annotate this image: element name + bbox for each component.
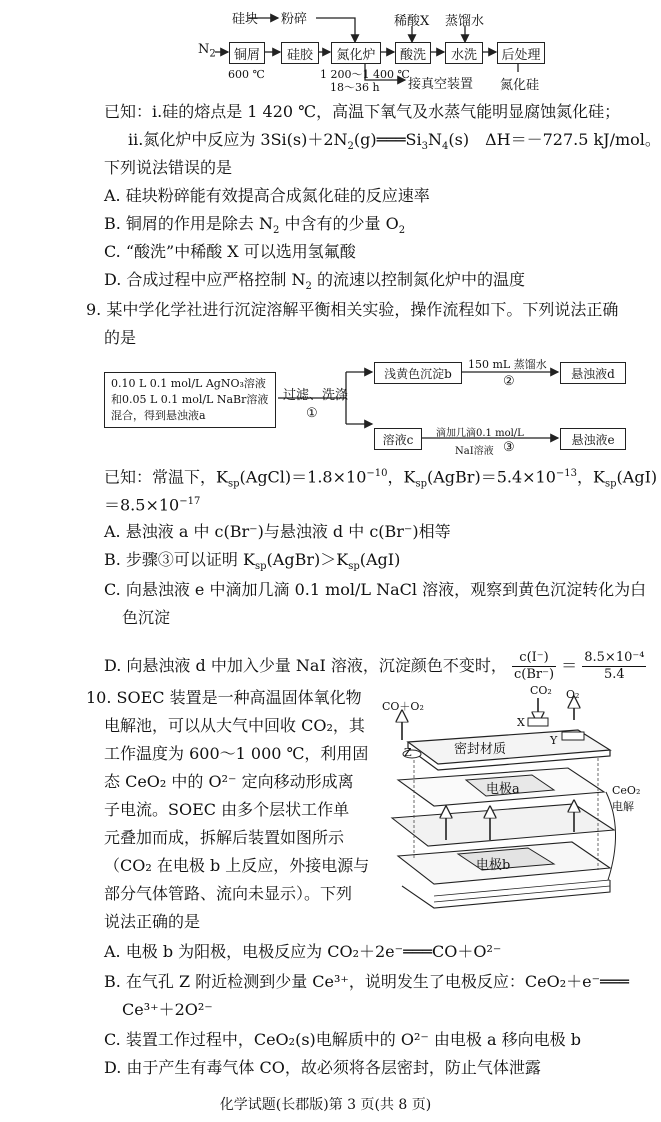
box-copper: 铜屑 — [229, 42, 265, 64]
box-solution-c: 溶液c — [374, 428, 422, 450]
q8-option-c: C. “酸洗”中稀酸 X 可以选用氢氟酸 — [104, 242, 356, 261]
label-step-2: ② — [503, 374, 515, 389]
q10-line-0: 10. SOEC 装置是一种高温固体氧化物 — [86, 688, 362, 707]
fig-label-ceo2: CeO₂ — [612, 784, 641, 797]
q10-line-3: 态 CeO₂ 中的 O²⁻ 定向移动形成离 — [104, 772, 354, 791]
soec-diagram — [378, 680, 640, 920]
q9-stem-2: 的是 — [104, 328, 137, 347]
q10-option-b-2: Ce³⁺＋2O²⁻ — [122, 1000, 213, 1019]
q8-known-2: ⅱ.氮化炉中反应为 $3Si(s)+2N_2(g)═══Si_3N_4(s)$ ΔH＝－727.5 kJ/mol。 — [128, 130, 661, 153]
box-nitriding-furnace: 氮化炉 — [331, 42, 381, 64]
label-add-nai-2: NaI溶液 — [455, 446, 494, 457]
box-silica-gel: 硅胶 — [281, 42, 319, 64]
fig-label-x: X — [517, 716, 525, 729]
label-add-water: 150 mL 蒸馏水 — [468, 358, 547, 371]
fraction-value: $\frac{\text{8.5×10⁻⁴}}{5.4}$ — [584, 650, 645, 682]
label-step-3: ③ — [503, 440, 515, 455]
q10-line-5: 元叠加而成，拆解后装置如图所示 — [104, 828, 345, 847]
q10-line-4: 子电流。SOEC 由多个层状工作单 — [104, 800, 350, 819]
fig-label-o2: O₂ — [566, 688, 580, 701]
q9-option-a: A. 悬浊液 a 中 c(Br⁻)与悬浊液 d 中 c(Br⁻)相等 — [104, 522, 451, 541]
fig-label-z: Z — [404, 746, 412, 759]
q10-option-a: A. 电极 b 为阳极，电极反应为 CO₂＋2e⁻═══CO＋O²⁻ — [104, 942, 502, 961]
label-distilled-water: 蒸馏水 — [445, 14, 485, 29]
fig-label-seal: 密封材质 — [454, 742, 507, 757]
q9-option-c-2: 色沉淀 — [122, 608, 171, 627]
q9-option-d: D. 向悬浊液 d 中加入少量 NaI 溶液，沉淀颜色不变时， $\frac{c(I^-)}{c(Br^-)}$ ＝ $\frac{\text{8.5×10⁻⁴}}{5.4}$ — [104, 650, 645, 682]
q8-known-1: 已知：ⅰ.硅的熔点是 1 420 ℃，高温下氧气及水蒸气能明显腐蚀氮化硅； — [104, 102, 621, 121]
box-post-treatment: 后处理 — [497, 42, 545, 64]
q8-option-a: A. 硅块粉碎能有效提高合成氮化硅的反应速率 — [104, 186, 430, 205]
label-vacuum: 接真空装置 — [408, 77, 474, 92]
q8-option-b: B. 铜屑的作用是除去 $N_2$ 中含有的少量 $O_2$ — [104, 214, 406, 237]
fig-label-electrolyte: 电解 — [612, 800, 634, 813]
q10-option-c: C. 装置工作过程中，CeO₂(s)电解质中的 O²⁻ 由电极 a 移向电极 b — [104, 1030, 581, 1049]
label-filter-wash: 过滤、洗涤 — [283, 388, 349, 403]
label-temp-600: 600 ℃ — [228, 68, 265, 81]
q8-question: 下列说法错误的是 — [104, 158, 233, 177]
fig-label-y: Y — [550, 734, 558, 747]
q10-line-8: 说法正确的是 — [104, 912, 201, 931]
q10-option-d: D. 由于产生有毒气体 CO，故必须将各层密封，防止气体泄露 — [104, 1058, 541, 1077]
fig-label-electrode-b: 电极b — [476, 858, 511, 873]
q9-option-b: B. 步骤③可以证明 $K_{sp}(AgBr)>K_{sp}(AgI)$ — [104, 550, 401, 573]
label-step-1: ① — [306, 406, 318, 421]
box-mixture-a: 0.10 L 0.1 mol/L AgNO₃溶液 和0.05 L 0.1 mol/L NaBr溶液 混合，得到悬浊液a — [104, 372, 276, 428]
label-n2: $N_2$ — [198, 42, 216, 60]
q8-option-d: D. 合成过程中应严格控制 $N_2$ 的流速以控制氮化炉中的温度 — [104, 270, 525, 293]
q10-line-6: （CO₂ 在电极 b 上反应，外接电源与 — [104, 856, 370, 875]
box-water-wash: 水洗 — [445, 42, 483, 64]
page-footer: 化学试题(长郡版)第 3 页(共 8 页) — [219, 1097, 432, 1113]
label-acid-x: 稀酸X — [394, 14, 430, 29]
box-acid-wash: 酸洗 — [395, 42, 431, 64]
fig-label-co2: CO₂ — [530, 684, 552, 697]
q9-known-2: $=8.5\times 10^{-17}$ — [104, 495, 201, 515]
q10-option-b-1: B. 在气孔 Z 附近检测到少量 Ce³⁺，说明发生了电极反应：CeO₂＋e⁻═══ — [104, 972, 629, 991]
q10-line-2: 工作温度为 600～1 000 ℃，利用固 — [104, 744, 369, 763]
label-silicon-block: 硅块 — [232, 12, 259, 27]
q9-known-1: 已知：常温下，$K_{sp}(AgCl)=1.8\times 10^{-10}$，$K_{sp}(AgBr)=5.4\times 10^{-13}$，$K_{sp}(AgI)$ — [104, 467, 658, 490]
q10-line-1: 电解池，可以从大气中回收 CO₂，其 — [104, 716, 365, 735]
label-time-furnace: 18～36 h — [330, 81, 380, 94]
label-add-nai: 滴加几滴0.1 mol/L — [436, 428, 524, 439]
box-suspension-d: 悬浊液d — [560, 362, 626, 384]
q10-line-7: 部分气体管路、流向未显示）。下列 — [104, 884, 353, 903]
box-suspension-e: 悬浊液e — [560, 428, 626, 450]
label-product: 氮化硅 — [500, 78, 540, 93]
fraction-ratio: $\frac{c(I^-)}{c(Br^-)}$ — [513, 650, 555, 682]
label-powder: 粉碎 — [281, 12, 308, 27]
q9-stem-1: 9. 某中学化学社进行沉淀溶解平衡相关实验，操作流程如下。下列说法正确 — [86, 300, 619, 319]
box-pale-yellow-precipitate: 浅黄色沉淀b — [374, 362, 462, 384]
fig-label-co-o2: CO＋O₂ — [382, 700, 424, 713]
q9-option-c-1: C. 向悬浊液 e 中滴加几滴 0.1 mol/L NaCl 溶液，观察到黄色沉淀转化为白 — [104, 580, 647, 599]
fig-label-electrode-a: 电极a — [486, 782, 520, 797]
label-temp-furnace: 1 200～1 400 ℃ — [320, 68, 410, 81]
